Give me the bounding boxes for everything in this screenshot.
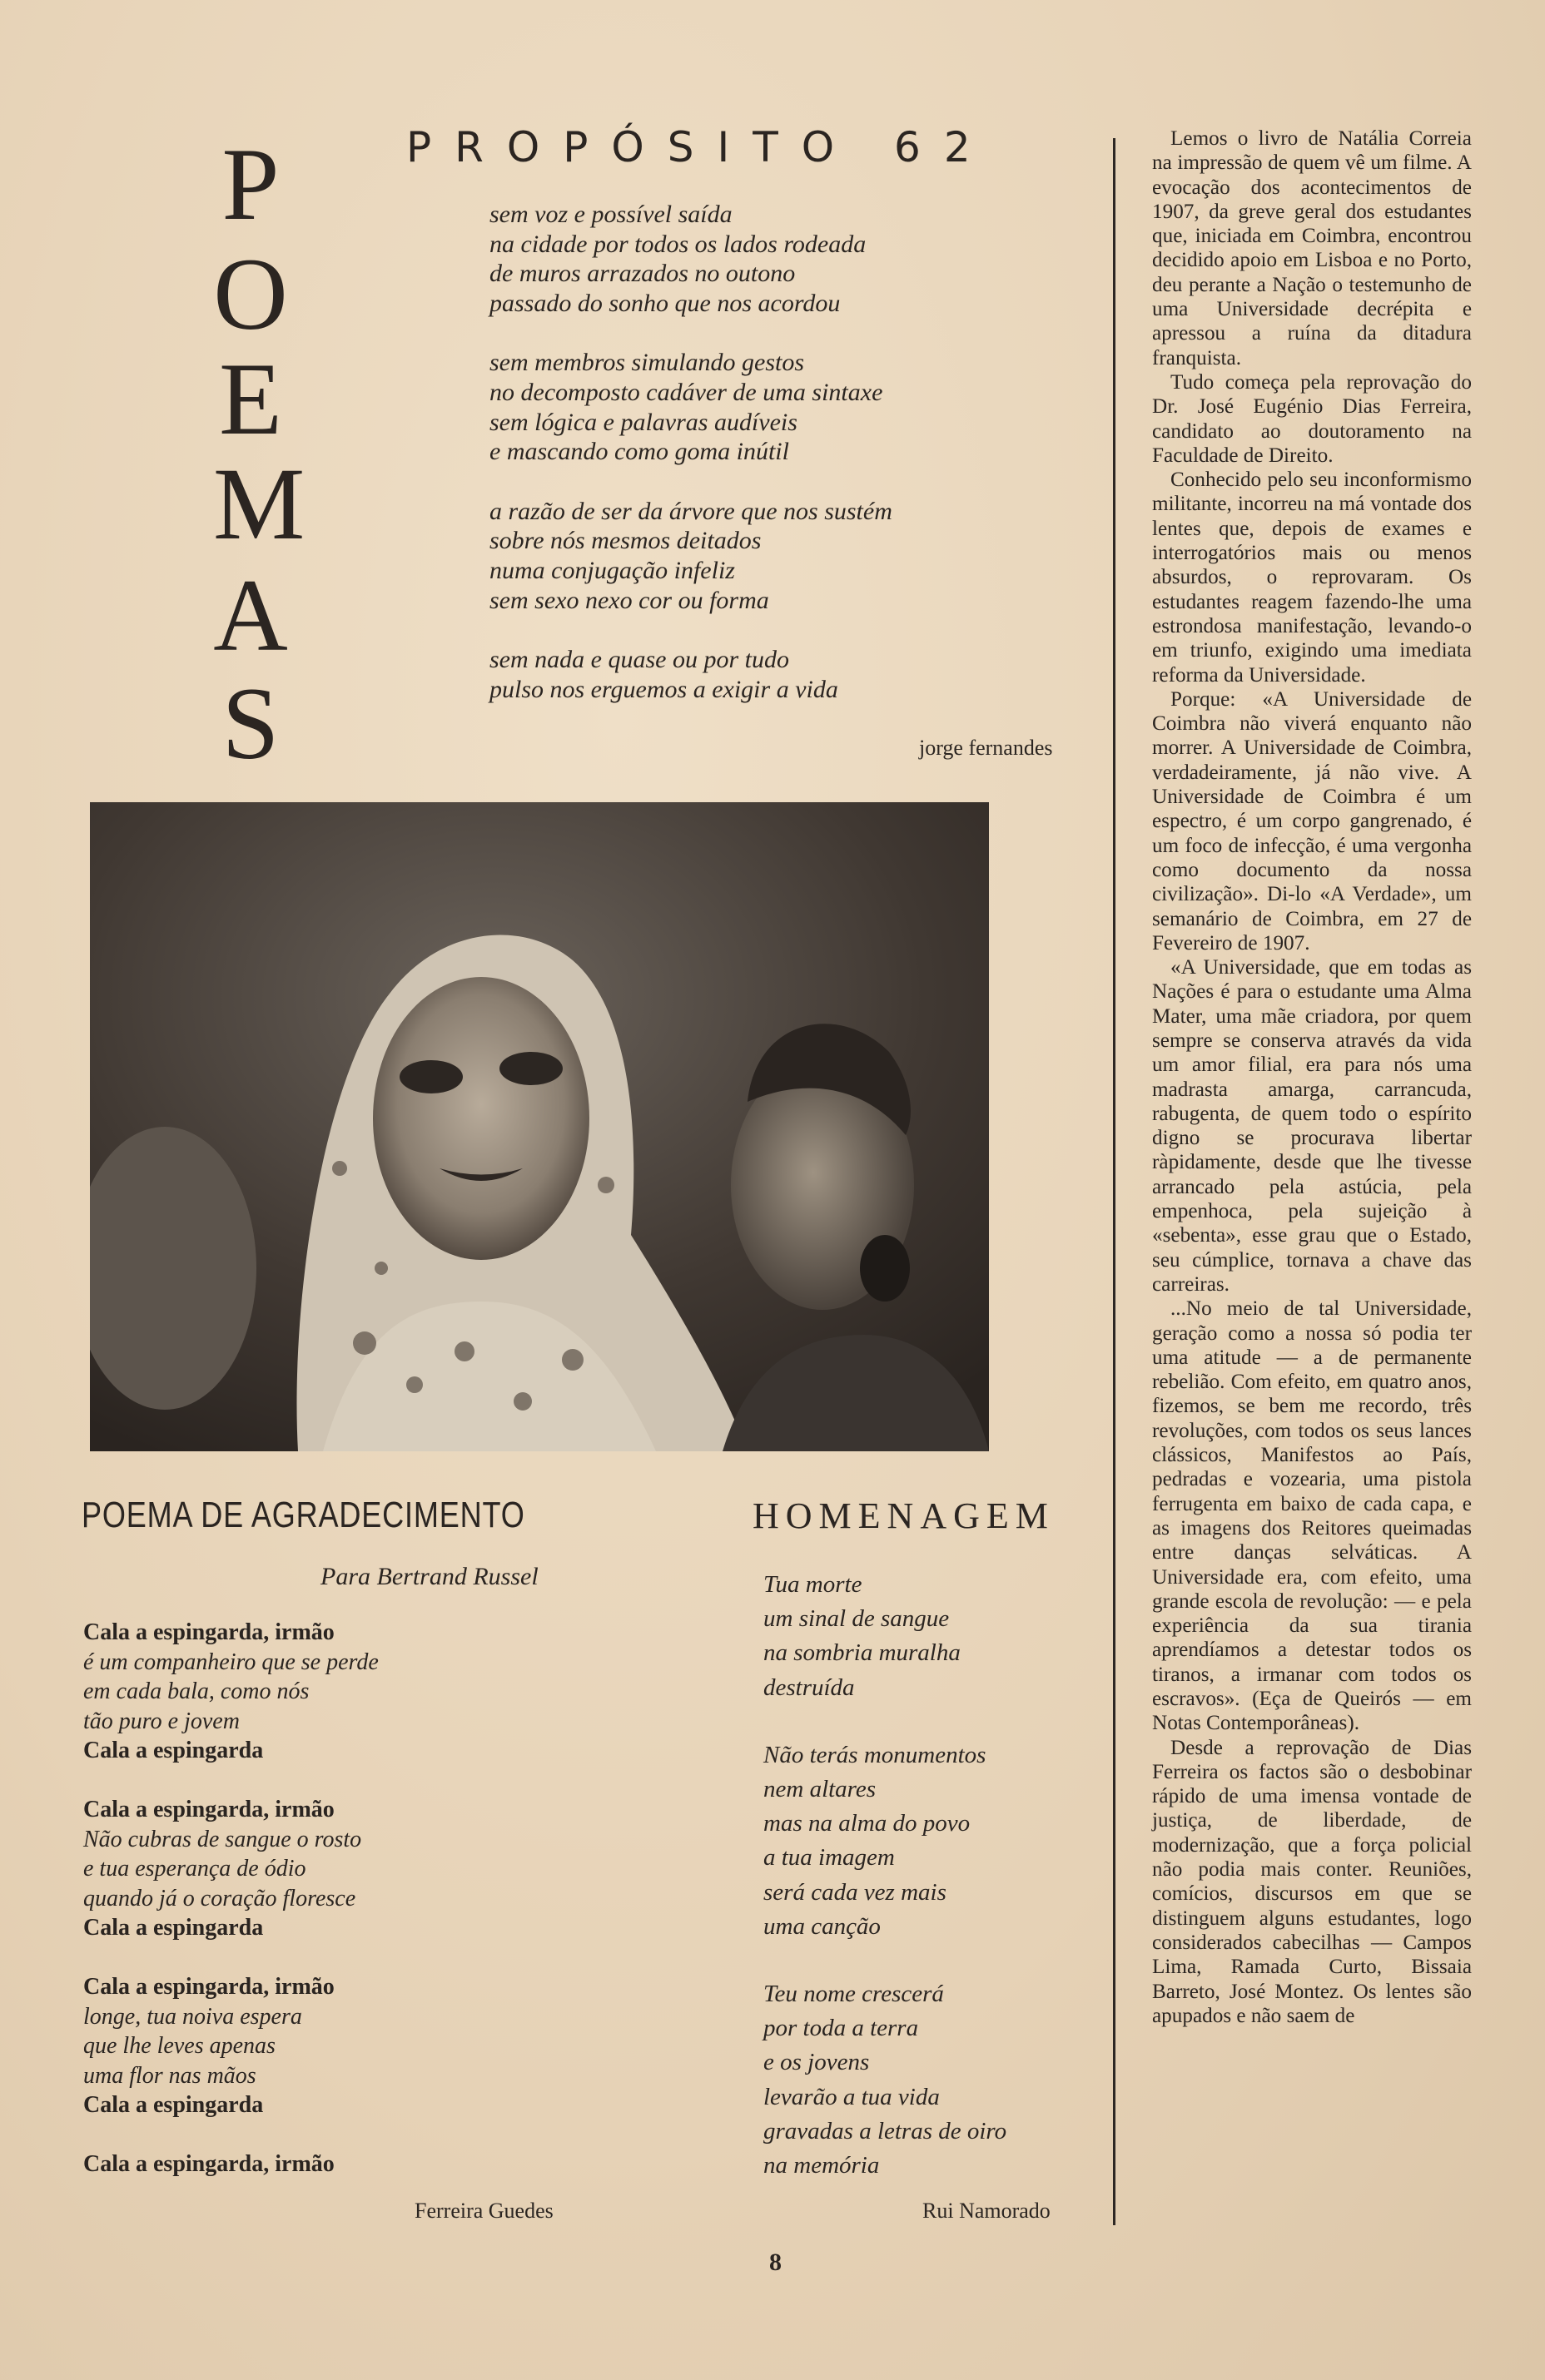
- poem-line: tão puro e jovem: [83, 1708, 240, 1734]
- poem-line: mas na alma do povo: [763, 1810, 971, 1837]
- stanza: [489, 200, 892, 318]
- article-paragraph: Desde a reprovação de Dias Ferreira os factos são o desbobinar rápido de uma imensa vontade de justiça, de liberdade, de modernização, que a força policial não podia mais conter. Reuniões, comícios, discursos em que se distinguem alguns estudantes, logo considerados cabecilhas — Campos Lima, Ramada Curto, Bissaia Barreto, José Montez. Os lentes são apupados e não saem de: [1152, 1736, 1472, 2027]
- poem-line: a tua imagem: [763, 1844, 895, 1872]
- poem-line: na memória: [763, 2152, 880, 2179]
- photograph: [90, 802, 989, 1451]
- vertical-title-letter: E: [219, 342, 282, 456]
- poem-line: de muros arrazados no outono: [489, 260, 796, 288]
- poem-author: jorge fernandes: [919, 736, 1053, 760]
- poem-line: Tua morte: [763, 1571, 862, 1598]
- stanza: [763, 1568, 1006, 1705]
- poem-title-homenagem: HOMENAGEM: [753, 1495, 1055, 1536]
- poem-line-refrain: Cala a espingarda, irmão: [83, 1974, 335, 2000]
- poem-line: a razão de ser da árvore que nos sustém: [489, 497, 892, 525]
- poem-line: sobre nós mesmos deitados: [489, 527, 762, 555]
- poem-line-refrain: Cala a espingarda: [83, 1915, 264, 1941]
- poem-line: que lhe leves apenas: [83, 2033, 276, 2059]
- poem-line-refrain: Cala a espingarda: [83, 2092, 264, 2118]
- poem-line: uma canção: [763, 1912, 881, 1940]
- poem-line: sem membros simulando gestos: [489, 349, 805, 377]
- poem-line: na sombria muralha: [763, 1639, 961, 1667]
- poem-line: passado do sonho que nos acordou: [489, 289, 841, 317]
- poem-line: em cada bala, como nós: [83, 1678, 310, 1704]
- stanza: [83, 1795, 379, 1943]
- photograph-illustration: [90, 802, 989, 1451]
- poem-line: quando já o coração floresce: [83, 1885, 356, 1911]
- poem-line: sem lógica e palavras audíveis: [489, 408, 797, 436]
- poem-line: longe, tua noiva espera: [83, 2003, 302, 2030]
- poem-proposito: [489, 200, 892, 734]
- poem-agradecimento: [83, 1618, 379, 2209]
- poem-line: e os jovens: [763, 2049, 870, 2076]
- stanza: [83, 1618, 379, 1766]
- poem-line: Não cubras de sangue o rosto: [83, 1826, 362, 1852]
- poem-line: e tua esperança de ódio: [83, 1856, 306, 1882]
- article-column: [1152, 126, 1472, 2028]
- poem-line-refrain: Cala a espingarda, irmão: [83, 1619, 335, 1645]
- stanza: [489, 645, 892, 704]
- poem-line: nem altares: [763, 1776, 877, 1803]
- poem-line: Teu nome crescerá: [763, 1981, 944, 2008]
- poem-line: uma flor nas mãos: [83, 2062, 256, 2089]
- stanza: [83, 1972, 379, 2120]
- poem-author: Rui Namorado: [922, 2199, 1051, 2223]
- poem-line: Não terás monumentos: [763, 1741, 986, 1768]
- poem-line-refrain: Cala a espingarda, irmão: [83, 2151, 335, 2177]
- stanza: [489, 497, 892, 615]
- poem-line: pulso nos erguemos a exigir a vida: [489, 675, 838, 703]
- poem-line: sem nada e quase ou por tudo: [489, 646, 789, 674]
- poem-line: na cidade por todos os lados rodeada: [489, 230, 867, 258]
- poem-line: destruída: [763, 1673, 855, 1701]
- article-paragraph: Porque: «A Universidade de Coimbra não viverá enquanto não morrer. A Universidade de Coimbra, verdadeiramente, já não vive. A Universidade de Coimbra é um espectro, é um corpo gangrenado, é um foco de infecção, é uma vergonha como documento da nossa civilização». Di-lo «A Verdade», um semanário de Coimbra, em 27 de Fevereiro de 1907.: [1152, 687, 1472, 954]
- poem-line: e mascando como goma inútil: [489, 438, 789, 466]
- poem-homenagem: [763, 1568, 1006, 2216]
- vertical-title-letter: A: [213, 558, 288, 672]
- poem-line: no decomposto cadáver de uma sintaxe: [489, 378, 883, 406]
- poem-line-refrain: Cala a espingarda, irmão: [83, 1797, 335, 1822]
- page-number: 8: [769, 2249, 782, 2276]
- poem-line: por toda a terra: [763, 2015, 919, 2042]
- article-paragraph: ...No meio de tal Universidade, geração como a nossa só podia ter uma atitude — a de permanente rebelião. Com efeito, em quatro anos, fizemos, se bem me recordo, três revoluções, com todos os seus lances clássicos, Manifestos ao País, pedradas e vozearia, uma pistola ferrugenta em baixo de cada capa, e as imagens dos Reitores queimadas entre danças selváticas. A Universidade era, com efeito, uma grande escola de revolução: — e pela experiência da sua tirania aprendíamos a detestar todos os tiranos, a irmanar com todos os escravos». (Eça de Queirós — em Notas Contemporâneas).: [1152, 1297, 1472, 1735]
- poem-author: Ferreira Guedes: [415, 2199, 554, 2223]
- poem-line: é um companheiro que se perde: [83, 1649, 379, 1675]
- poem-line: gravadas a letras de oiro: [763, 2117, 1007, 2144]
- article-paragraph: «A Universidade, que em todas as Nações é para o estudante uma Alma Mater, uma mãe criadora, por quem sempre se conserva através da vida um amor filial, era para nós uma madrasta amarga, carrancuda, rabugenta, de quem todo o espírito digno se procurava libertar ràpidamente, desde que lhe tivesse arrancado pela astúcia, pela empenhoca, pela sujeição à «sebenta», esse grau que o Estado, seu cúmplice, tornava a chave das carreiras.: [1152, 956, 1472, 1296]
- poem-line: um sinal de sangue: [763, 1605, 950, 1633]
- poem-line: sem sexo nexo cor ou forma: [489, 586, 769, 614]
- poem-line: será cada vez mais: [763, 1878, 946, 1906]
- vertical-title-letter: M: [213, 447, 306, 561]
- poem-title-agradecimento: POEMA DE AGRADECIMENTO: [82, 1495, 525, 1535]
- poem-line: sem voz e possível saída: [489, 201, 733, 228]
- article-paragraph: Lemos o livro de Natália Correia na impressão de quem vê um filme. A evocação dos acontecimentos de 1907, da greve geral dos estudantes que, iniciada em Coimbra, encontrou decidido apoio em Lisboa e no Porto, deu perante a Nação o testemunho de uma Universidade decrépita e apressou a ruína da ditadura franquista.: [1152, 127, 1472, 369]
- column-divider: [1113, 138, 1115, 2225]
- vertical-title-letter: O: [213, 237, 288, 351]
- vertical-title-letter: S: [221, 667, 280, 781]
- poem-line: numa conjugação infeliz: [489, 556, 735, 584]
- stanza: [763, 1977, 1006, 2183]
- stanza: [83, 2149, 379, 2179]
- stanza: [763, 1738, 1006, 1944]
- poem-line-refrain: Cala a espingarda: [83, 1738, 264, 1763]
- poem-title-proposito: PROPÓSITO 62: [406, 123, 994, 171]
- article-paragraph: Conhecido pelo seu inconformismo militante, incorreu na má vontade dos lentes que, depois de exames e interrogatórios mais ou menos absurdos, o reprovaram. Os estudantes reagem fazendo-lhe uma estrondosa manifestação, levando-o em triunfo, exigindo uma imediata reforma da Universidade.: [1152, 469, 1472, 687]
- poem-line: levarão a tua vida: [763, 2083, 940, 2110]
- stanza: [489, 348, 892, 466]
- vertical-title-letter: P: [221, 127, 280, 241]
- article-paragraph: Tudo começa pela reprovação do Dr. José Eugénio Dias Ferreira, candidato ao doutoramento na Faculdade de Direito.: [1152, 370, 1472, 467]
- poem-dedication: Para Bertrand Russel: [320, 1563, 539, 1590]
